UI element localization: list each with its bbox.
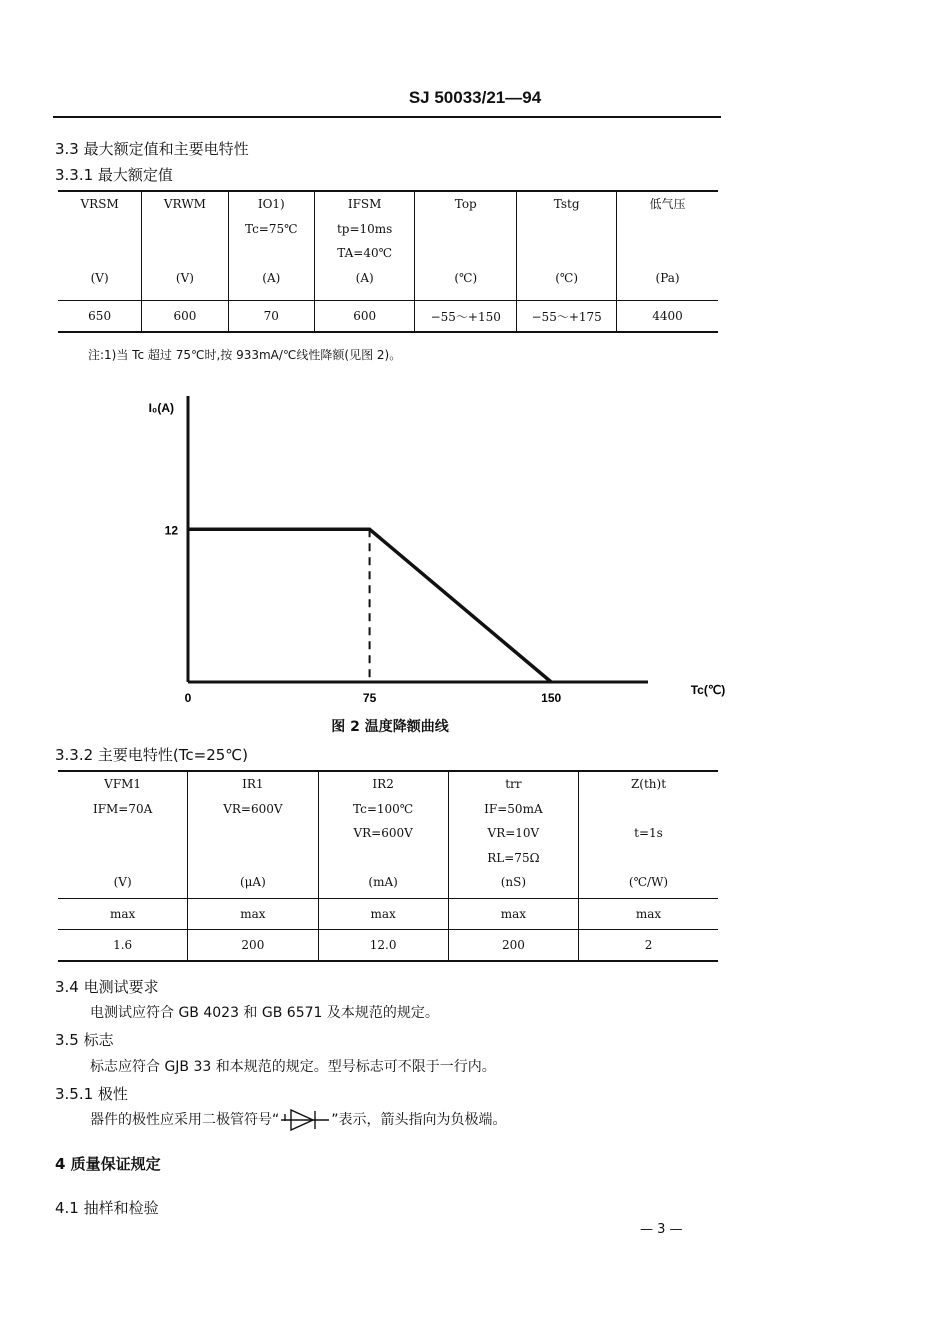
section-3-4-heading: 3.4 电测试要求	[55, 978, 159, 996]
table2-col-zth	[579, 771, 718, 899]
table1-col-io-line2: Tc=75℃	[245, 221, 298, 236]
table1-col-ifsm-unit: (A)	[355, 270, 374, 285]
x-tick-label: 150	[541, 691, 562, 705]
section-3-3-2-heading: 3.3.2 主要电特性(Tc=25℃)	[55, 746, 249, 764]
table2-col-vfm-line1: VFM1	[104, 777, 142, 791]
section-3-5-1-heading: 3.5.1 极性	[55, 1085, 128, 1103]
document-header: SJ 50033/21—94	[408, 88, 542, 107]
table2-value-ir2: 12.0	[318, 930, 448, 962]
table2-col-ir2	[318, 771, 448, 899]
table1-col-top	[415, 191, 517, 301]
table1-col-vrwm	[142, 191, 228, 301]
table1-col-tstg-line1: Tstg	[553, 197, 580, 211]
table2-col-vfm-line2: IFM=70A	[92, 801, 153, 816]
table1-col-io	[228, 191, 314, 301]
table1-col-pressure-unit: (Pa)	[655, 270, 680, 285]
table1-value-pressure: 4400	[617, 301, 718, 333]
table2-col-zth-unit: (℃/W)	[628, 875, 669, 889]
table1-col-vrsm-line1: VRSM	[80, 197, 119, 211]
table2-value-zth: 2	[579, 930, 718, 962]
figure-2-caption: 图 2 温度降额曲线	[331, 719, 449, 735]
table1-col-ifsm-line3: TA=40℃	[337, 246, 393, 260]
table2-value-trr: 200	[448, 930, 578, 962]
table1-col-tstg	[517, 191, 617, 301]
table1-col-top-unit: (℃)	[454, 270, 478, 285]
table2-col-ir1-line2: VR=600V	[223, 801, 283, 816]
max-ratings-table	[58, 190, 718, 333]
section-4-heading: 4 质量保证规定	[55, 1155, 161, 1173]
table2-max-vfm: max	[58, 899, 188, 930]
table1-value-ifsm: 600	[315, 301, 415, 333]
table1-col-vrwm-line1: VRWM	[163, 197, 206, 211]
x-tick-label: 75	[362, 691, 377, 705]
x-axis-label: Tc(℃)	[690, 683, 726, 697]
table2-max-trr: max	[448, 899, 578, 930]
table1-value-tstg: −55～+175	[517, 301, 617, 333]
table1-value-io: 70	[228, 301, 314, 333]
table2-col-zth-line3: t=1s	[634, 826, 663, 840]
table1-col-io-line1: IO1)	[257, 197, 285, 211]
table2-col-vfm-unit: (V)	[113, 875, 132, 889]
section-4-1-heading: 4.1 抽样和检验	[55, 1199, 159, 1217]
section-3-5-heading: 3.5 标志	[55, 1031, 114, 1049]
table1-col-pressure	[617, 191, 718, 301]
table2-col-trr-line3: VR=10V	[487, 826, 540, 840]
table1-col-pressure-line1: 低气压	[649, 197, 686, 211]
section-3-4-text: 电测试应符合 GB 4023 和 GB 6571 及本规范的规定。	[90, 1005, 439, 1021]
electrical-characteristics-table	[58, 770, 718, 962]
table1-col-ifsm	[315, 191, 415, 301]
table2-max-ir1: max	[188, 899, 318, 930]
y-axis-label: I₀(A)	[148, 401, 174, 415]
table1-col-ifsm-line1: IFSM	[347, 197, 382, 211]
section-3-5-1-text	[90, 1108, 507, 1132]
table1-value-top: −55～+150	[415, 301, 517, 333]
table2-max-ir2: max	[318, 899, 448, 930]
table1-footnote: 注:1)当 Tc 超过 75℃时,按 933mA/℃线性降额(见图 2)。	[88, 348, 402, 362]
header-rule	[53, 116, 721, 118]
page-number: — 3 —	[640, 1222, 683, 1237]
table2-header-row	[58, 771, 718, 899]
table2-col-trr	[448, 771, 578, 899]
section-3-3-heading: 3.3 最大额定值和主要电特性	[55, 140, 249, 158]
polarity-text-start: 器件的极性应采用二极管符号“	[90, 1112, 280, 1128]
table2-max-zth: max	[579, 899, 718, 930]
table2-col-trr-line4: RL=75Ω	[487, 850, 540, 865]
table2-col-trr-unit: (nS)	[500, 875, 527, 889]
table1-col-vrwm-unit: (V)	[175, 270, 194, 285]
table2-max-row	[58, 899, 718, 930]
polarity-text-end: ”表示，箭头指向为负极端。	[331, 1112, 507, 1128]
table1-col-ifsm-line2: tp=10ms	[336, 221, 393, 236]
table1-value-vrwm: 600	[142, 301, 228, 333]
table2-value-vfm: 1.6	[58, 930, 188, 962]
section-3-5-text: 标志应符合 GJB 33 和本规范的规定。型号标志可不限于一行内。	[90, 1059, 496, 1075]
table1-col-vrsm	[58, 191, 142, 301]
table1-col-tstg-unit: (℃)	[555, 270, 579, 285]
table2-value-row	[58, 930, 718, 962]
table2-col-ir1-unit: (μA)	[239, 875, 266, 889]
table1-value-vrsm: 650	[58, 301, 142, 333]
section-3-3-1-heading: 3.3.1 最大额定值	[55, 166, 173, 184]
table2-col-ir1-line1: IR1	[242, 777, 264, 791]
table2-col-ir1	[188, 771, 318, 899]
x-tick-label: 0	[184, 691, 192, 705]
table2-col-ir2-line3: VR=600V	[353, 826, 413, 840]
table2-col-ir2-unit: (mA)	[368, 875, 398, 889]
derating-chart	[120, 390, 740, 710]
table2-col-zth-line1: Z(th)t	[630, 777, 667, 791]
table1-col-top-line1: Top	[454, 197, 477, 211]
table1-col-io-unit: (A)	[262, 270, 281, 285]
table2-col-vfm	[58, 771, 188, 899]
table2-col-trr-line1: trr	[505, 777, 522, 791]
table2-col-ir2-line2: Tc=100℃	[353, 801, 414, 816]
diode-symbol-icon	[279, 1108, 331, 1132]
y-tick-label: 12	[164, 523, 178, 538]
max-ratings-header-row	[58, 191, 718, 301]
table2-value-ir1: 200	[188, 930, 318, 962]
table2-col-trr-line2: IF=50mA	[484, 801, 543, 816]
table1-col-vrsm-unit: (V)	[90, 270, 109, 285]
table2-col-ir2-line1: IR2	[372, 777, 394, 791]
max-ratings-value-row	[58, 301, 718, 333]
